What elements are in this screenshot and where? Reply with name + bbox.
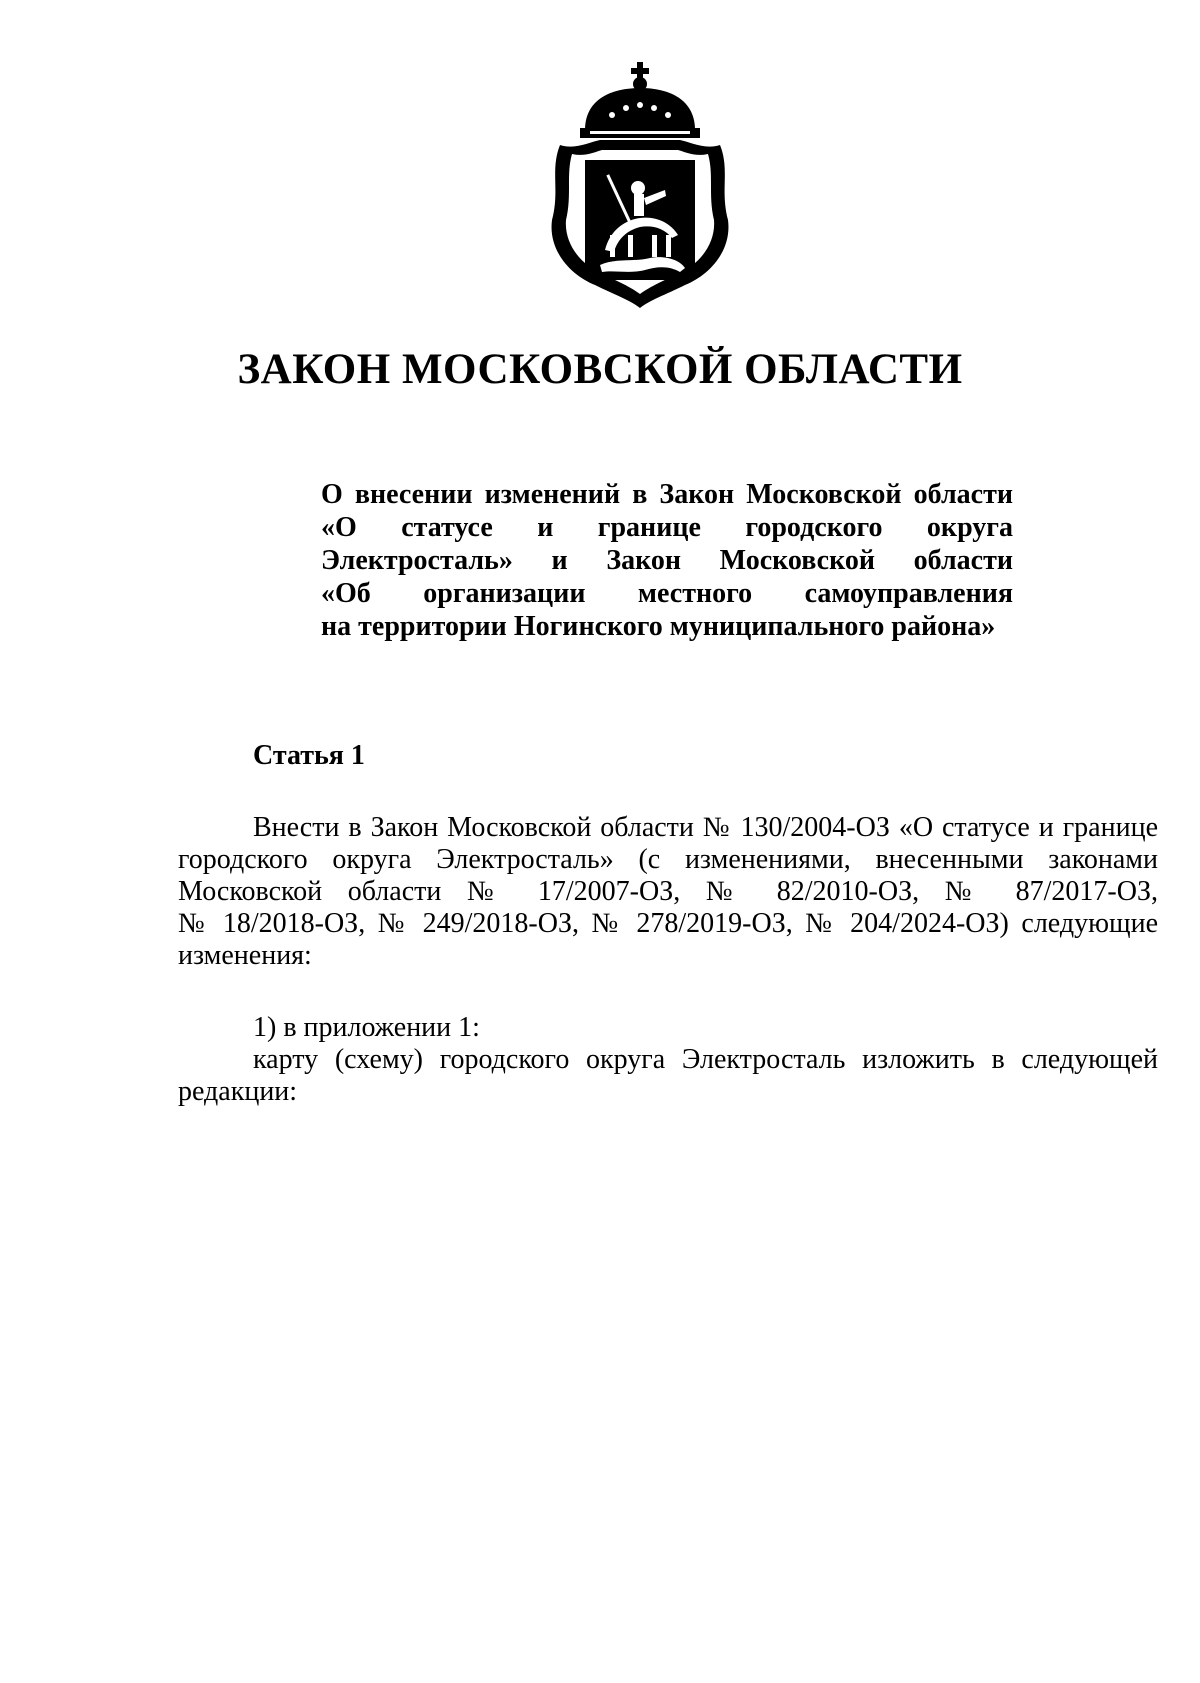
article-paragraph [178,812,1158,972]
law-subject-line: «О статусе и границе городского округа [321,512,1013,543]
item-line: 1) в приложении 1: [253,1012,480,1043]
law-title: ЗАКОН МОСКОВСКОЙ ОБЛАСТИ [237,346,963,393]
paragraph-line: изменения: [178,940,312,971]
paragraph-line: городского округа Электросталь» (с изменениями, внесенными законами [178,844,1158,875]
item-line: редакции: [178,1076,298,1107]
law-subject-line: Электросталь» и Закон Московской области [321,545,1013,576]
law-subject [321,478,1013,643]
paragraph-line: № 18/2018-ОЗ, № 249/2018-ОЗ, № 278/2019-ОЗ, № 204/2024-ОЗ) следующие [178,908,1158,939]
law-subject-line: на территории Ногинского муниципального района» [321,611,996,642]
moscow-oblast-coat-of-arms-icon [540,60,740,310]
paragraph-line: Московской области № 17/2007-ОЗ, № 82/2010-ОЗ, № 87/2017-ОЗ, [178,876,1158,907]
paragraph-line: Внести в Закон Московской области № 130/2004-ОЗ «О статусе и границе [253,812,1158,843]
law-subject-line: «Об организации местного самоуправления [321,578,1013,609]
article-item [178,1012,1158,1108]
article-heading: Статья 1 [253,740,365,771]
law-subject-line: О внесении изменений в Закон Московской области [321,479,1013,510]
item-line: карту (схему) городского округа Электросталь изложить в следующей [253,1044,1158,1075]
